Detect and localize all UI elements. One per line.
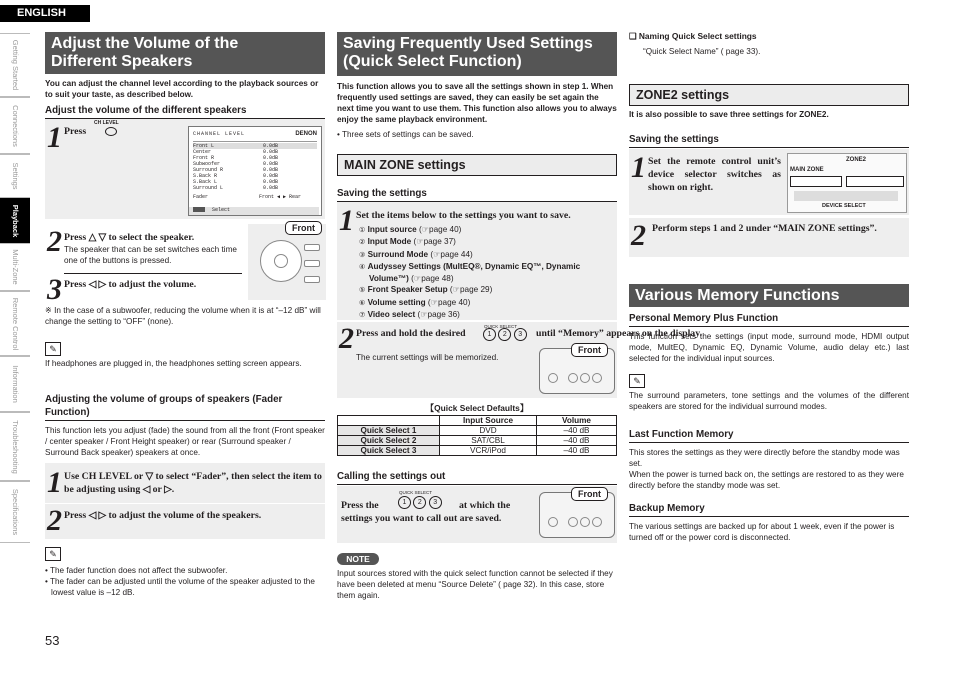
quick-select-label: QUICK SELECT	[484, 324, 518, 329]
osd-rows	[193, 143, 317, 203]
step-divider	[45, 503, 325, 504]
button-icon	[304, 260, 320, 267]
button-icon	[568, 517, 578, 527]
sidebar-item-settings[interactable]: Settings	[0, 154, 30, 198]
backup-description: The various settings are backed up for about 1 week, even if the power is turned off or the power cord is disconnected.	[629, 522, 895, 543]
front-label: Front	[571, 343, 608, 357]
subheading-saving: Saving the settings	[629, 133, 909, 148]
note-badge: NOTE	[337, 553, 379, 565]
step-number: 2	[631, 219, 646, 252]
osd-row: Front R 0.0dB	[193, 155, 279, 161]
front-panel-illustration	[539, 489, 615, 538]
button-icon	[592, 517, 602, 527]
step-text: Press ◁ ▷ to adjust the volume.	[64, 279, 197, 290]
selector-switch-zone2	[846, 176, 904, 187]
step-number: 2	[47, 504, 62, 537]
front-label: Front	[571, 487, 608, 501]
button-icon	[568, 373, 578, 383]
intro-text: You can adjust the channel level according to the playback sources or to suit your taste, as described below.	[45, 79, 319, 100]
step-description: The current settings will be memorized.	[356, 353, 499, 362]
page-number: 53	[45, 633, 60, 648]
step-number: 1	[47, 466, 62, 499]
osd-footer: Select	[189, 207, 319, 215]
channel-level-screen	[188, 126, 322, 216]
step-number: 1	[47, 121, 62, 154]
button-icon	[548, 373, 558, 383]
intro-text: This function allows you to save all the settings shown in step 1. When frequently used settings are saved, they can easily be set again the next time you want to use them. This function also allows you to always enjoy the same playback environment.	[337, 82, 617, 125]
step-text: Press ◁ ▷ to adjust the volume of the speakers.	[64, 510, 262, 521]
settings-list	[359, 224, 615, 321]
pencil-note-icon: ✎	[629, 374, 645, 388]
zone2-step-1-panel	[629, 149, 909, 215]
section-title-adjust-volume: Adjust the Volume of the Different Speakers	[45, 32, 325, 74]
denon-logo: DENON	[295, 131, 317, 137]
table-row: Quick Select 1 DVD –40 dB	[338, 426, 617, 436]
quick-select-label: QUICK SELECT	[399, 490, 433, 495]
quick-select-buttons	[483, 328, 527, 341]
quick-select-3-icon: 3	[429, 496, 442, 509]
zone2-label: ZONE2	[846, 157, 867, 163]
step-number: 2	[47, 225, 62, 258]
button-icon	[580, 373, 590, 383]
step-text: Set the items below to the settings you want to save.	[356, 210, 571, 221]
main-zone-label: MAIN ZONE	[790, 167, 824, 173]
step-1-panel	[45, 119, 325, 219]
osd-row: Surround R 0.0dB	[193, 167, 279, 173]
step-note: ※ In the case of a subwoofer, reducing the volume when it is at “–12 dB” will change the setting to “OFF” (none).	[45, 306, 321, 327]
calling-panel	[337, 486, 617, 543]
section-title-quick-select: Saving Frequently Used Settings (Quick Select Function)	[337, 32, 617, 76]
list-item: ③ Surround Mode (☞page 44)	[359, 249, 473, 259]
list-item: ① Input source (☞page 40)	[359, 225, 462, 234]
list-item: ⑦ Video select (☞page 36)	[359, 310, 460, 320]
step-text: Perform steps 1 and 2 under “MAIN ZONE settings”.	[652, 223, 877, 234]
osd-row: Subwoofer 0.0dB	[193, 161, 279, 167]
ch-level-label: CH LEVEL	[94, 120, 119, 126]
quick-select-1-icon: 1	[483, 328, 496, 341]
step-text: Press and hold the desired	[356, 328, 466, 339]
subheading-saving: Saving the settings	[337, 187, 617, 202]
sidebar-item-connections[interactable]: Connections	[0, 97, 30, 154]
list-item: ④ Audyssey Settings (MultEQ®, Dynamic EQ™, Dynamic Volume™) (☞page 48)	[359, 261, 581, 284]
quick-select-defaults-table	[337, 415, 617, 456]
zone2-step-2-panel	[629, 218, 909, 257]
button-icon	[580, 517, 590, 527]
subheading-personal-memory: Personal Memory Plus Function	[629, 312, 909, 327]
front-label: Front	[285, 221, 322, 235]
step-text: Press △ ▽ to select the speaker.	[64, 232, 195, 243]
save-step-1-panel	[337, 202, 617, 320]
step-text: Press the	[341, 500, 379, 511]
note-text: Input sources stored with the quick select function cannot be selected if they have been deleted at menu “Source Delete” ( page 32). In this case, store them again.	[337, 569, 613, 601]
save-step-2-panel	[337, 322, 703, 398]
pencil-note-icon: ✎	[45, 342, 61, 356]
sidebar-item-remote-control[interactable]: Remote Control	[0, 291, 30, 356]
table-row: Quick Select 3 VCR/iPod –40 dB	[338, 446, 617, 456]
subheading-fader: Adjusting the volume of groups of speakers (Fader Function)	[45, 393, 325, 421]
naming-heading: ❑ Naming Quick Select settings	[629, 31, 757, 41]
table-title: 【Quick Select Defaults】	[425, 403, 529, 413]
table-header-row: Input Source Volume	[338, 416, 617, 426]
step-text-cont: at which the settings you want to call out are saved.	[341, 500, 511, 525]
step-number: 1	[631, 151, 646, 184]
note-text: The surround parameters, tone settings and the volumes of the different speakers are stored for the individual surround modes.	[629, 391, 909, 412]
step-text: Set the remote control unit’s device selector switches as shown on right.	[648, 156, 781, 194]
button-icon	[592, 373, 602, 383]
sidebar-item-specifications[interactable]: Specifications	[0, 481, 30, 543]
step-divider	[45, 222, 325, 223]
pencil-note-icon: ✎	[45, 547, 61, 561]
sidebar-item-getting-started[interactable]: Getting Started	[0, 33, 30, 97]
subheading-last-function: Last Function Memory	[629, 428, 909, 443]
osd-row: Center 0.0dB	[193, 149, 279, 155]
step-text-cont: until “Memory” appears on the display.	[536, 328, 703, 339]
section-title-memory: Various Memory Functions	[629, 284, 909, 307]
subheading-adjust-speakers: Adjust the volume of the different speakers	[45, 104, 325, 119]
step-divider	[64, 273, 242, 274]
osd-row: Surround L 0.0dB	[193, 185, 279, 191]
fader-steps-panel	[45, 463, 325, 539]
sidebar-item-playback[interactable]: Playback	[0, 198, 30, 243]
main-zone-heading: MAIN ZONE settings	[337, 154, 617, 176]
naming-reference: “Quick Select Name” ( page 33).	[643, 47, 761, 56]
front-panel-illustration	[539, 345, 615, 394]
step-number: 1	[339, 204, 354, 237]
quick-select-3-icon: 3	[514, 328, 527, 341]
language-tab: ENGLISH	[0, 5, 90, 22]
osd-row: Front L 0.0dB	[193, 143, 317, 149]
quick-select-2-icon: 2	[413, 496, 426, 509]
zone2-description: It is also possible to save three settings for ZONE2.	[629, 110, 829, 119]
list-item: ② Input Mode (☞page 37)	[359, 237, 456, 247]
osd-divider	[193, 141, 317, 142]
selector-switch-row	[794, 191, 898, 201]
step-description: The speaker that can be set switches each time one of the buttons is pressed.	[64, 245, 237, 266]
last-function-description: This stores the settings as they were directly before the standby mode was set. When the power is turned back on, the settings are restored to as they were directly before the standby mode was set.	[629, 448, 904, 491]
bullet-text: • Three sets of settings can be saved.	[337, 130, 474, 139]
subheading-calling: Calling the settings out	[337, 470, 617, 485]
enter-icon	[193, 207, 205, 212]
osd-row-fader: Fader Front ◀ ▶ Rear	[193, 194, 302, 200]
sidebar-item-multi-zone[interactable]: Multi-Zone	[0, 243, 30, 291]
personal-memory-description: This function sets the settings (input mode, surround mode, HDMI output mode, MultEQ, Dynamic EQ, Dynamic Volume, audio delay etc.) last selected for the individual input sources.	[629, 332, 909, 364]
list-item: ⑤ Front Speaker Setup (☞page 29)	[359, 285, 493, 295]
device-selector-illustration	[787, 153, 907, 213]
step-text: Use CH LEVEL or ▽ to select “Fader”, then select the item to be adjusting using ◁ or ▷.	[64, 471, 322, 496]
ch-level-button-icon	[105, 127, 117, 136]
dial-center-icon	[274, 254, 288, 268]
front-panel-illustration	[248, 224, 326, 300]
button-icon	[304, 244, 320, 251]
button-icon	[548, 517, 558, 527]
sidebar-item-troubleshooting[interactable]: Troubleshooting	[0, 412, 30, 481]
quick-select-1-icon: 1	[398, 496, 411, 509]
fader-description: This function lets you adjust (fade) the sound from all the front (Front speaker / center speaker / Front Height speaker) or rear (Surround speaker / Surround Back speaker) speakers at once.	[45, 426, 325, 458]
fader-notes: • The fader function does not affect the subwoofer. • The fader can be adjusted until the volume of the speaker adjusted to the lowest value is –12 dB.	[45, 566, 315, 598]
selector-switch-main	[790, 176, 842, 187]
note-text: If headphones are plugged in, the headphones setting screen appears.	[45, 359, 302, 368]
list-item: ⑥ Volume setting (☞page 40)	[359, 297, 471, 307]
quick-select-2-icon: 2	[498, 328, 511, 341]
osd-row: S.Back R 0.0dB	[193, 173, 279, 179]
button-icon	[304, 276, 320, 283]
sidebar-item-information[interactable]: Information	[0, 356, 30, 412]
table-row: Quick Select 2 SAT/CBL –40 dB	[338, 436, 617, 446]
osd-row: S.Back L 0.0dB	[193, 179, 279, 185]
subheading-backup: Backup Memory	[629, 502, 909, 517]
device-select-label: DEVICE SELECT	[822, 203, 866, 209]
step-number: 2	[339, 322, 354, 355]
osd-title: CHANNEL LEVEL	[193, 131, 246, 137]
zone2-heading: ZONE2 settings	[629, 84, 909, 106]
step-number: 3	[47, 273, 62, 306]
step-text: Press CH LEVEL	[64, 120, 119, 137]
